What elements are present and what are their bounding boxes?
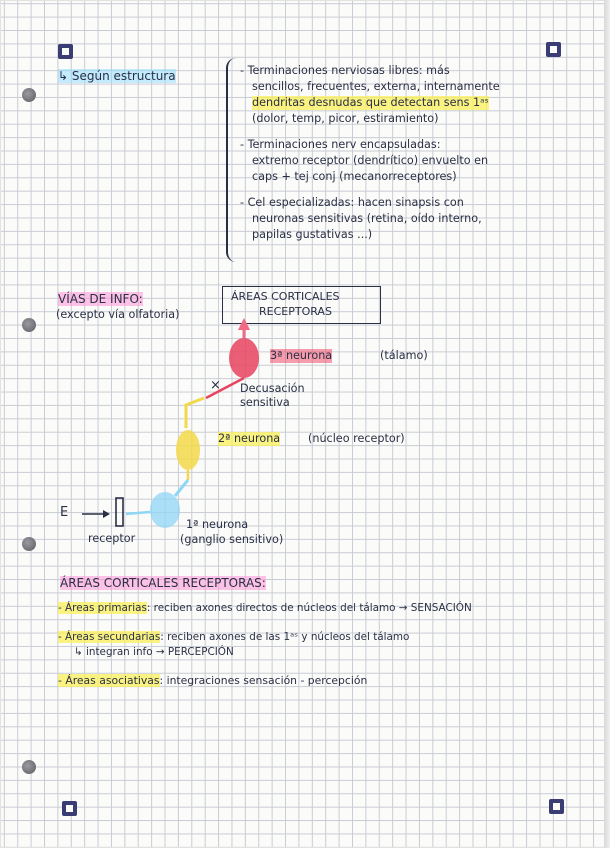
neuron-1-axon — [175, 480, 188, 496]
areas-secundarias-label: - Áreas secundarias — [58, 631, 161, 643]
list-item-line: dendritas desnudas que detectan sens 1ᵃˢ — [252, 96, 489, 109]
list-item-line: caps + tej conj (mecanorreceptores) — [252, 170, 457, 183]
arrow-head-icon — [238, 318, 250, 330]
stimulus-label: E — [60, 505, 69, 520]
neurona-1-note: (ganglio sensitivo) — [180, 533, 284, 546]
areas-primarias-label: - Áreas primarias — [58, 602, 147, 614]
areas-secundarias-row — [58, 630, 409, 644]
list-item-line: extremo receptor (dendrítico) envuelto en — [252, 154, 489, 167]
neurona-1-label: 1ª neurona — [186, 518, 249, 531]
decussation-cross-icon: × — [210, 378, 221, 393]
receptor-shape — [116, 498, 123, 526]
areas-secundarias-line2: ↳ integran info → PERCEPCIÓN — [74, 646, 234, 658]
box-line: RECEPTORAS — [259, 305, 332, 318]
areas-primarias-text: : reciben axones directos de núcleos del tálamo → SENSACIÓN — [146, 602, 472, 614]
box-line: ÁREAS CORTICALES — [231, 290, 340, 303]
neurona-2-note: (núcleo receptor) — [308, 432, 405, 445]
neurona-3-label: 3ª neurona — [270, 349, 333, 362]
areas-asociativas-row — [58, 674, 367, 688]
areas-title: ÁREAS CORTICALES RECEPTORAS: — [60, 576, 266, 590]
receptor-label: receptor — [88, 532, 136, 545]
arrow-head-icon — [103, 510, 110, 518]
neuron-1-body — [150, 492, 180, 528]
decusacion-label: sensitiva — [240, 396, 290, 409]
areas-asociativas-text: : integraciones sensación - percepción — [159, 674, 368, 687]
list-item-line: - Cel especializadas: hacen sinapsis con — [240, 196, 464, 209]
list-item-line: (dolor, temp, picor, estiramiento) — [252, 112, 439, 125]
vias-subtitle: (excepto vía olfatoria) — [56, 308, 180, 321]
neurona-3-note: (tálamo) — [380, 349, 428, 362]
neuron-2-body — [176, 430, 200, 470]
vias-title: VÍAS DE INFO: — [58, 292, 143, 306]
neuron-2-axon — [186, 398, 204, 428]
list-item-line: papilas gustativas ...) — [252, 228, 373, 241]
areas-primarias-row — [58, 601, 472, 615]
neuron-1-dendrite — [126, 512, 150, 514]
list-item-line: neuronas sensitivas (retina, oído interno, — [252, 212, 482, 225]
areas-asociativas-label: - Áreas asociativas — [58, 674, 160, 687]
section-heading-estructura: ↳ Según estructura — [58, 69, 176, 83]
areas-secundarias-text: : reciben axones de las 1ᵃˢ y núcleos del tálamo — [160, 631, 410, 643]
list-item-line: sencillos, frecuentes, externa, internamente — [252, 80, 500, 93]
decusacion-label: Decusación — [240, 382, 305, 395]
neuron-3-body — [229, 338, 259, 378]
list-item-line: - Terminaciones nerv encapsuladas: — [240, 138, 441, 151]
neurona-2-label: 2ª neurona — [218, 432, 281, 445]
list-item-line: - Terminaciones nerviosas libres: más — [240, 64, 450, 77]
